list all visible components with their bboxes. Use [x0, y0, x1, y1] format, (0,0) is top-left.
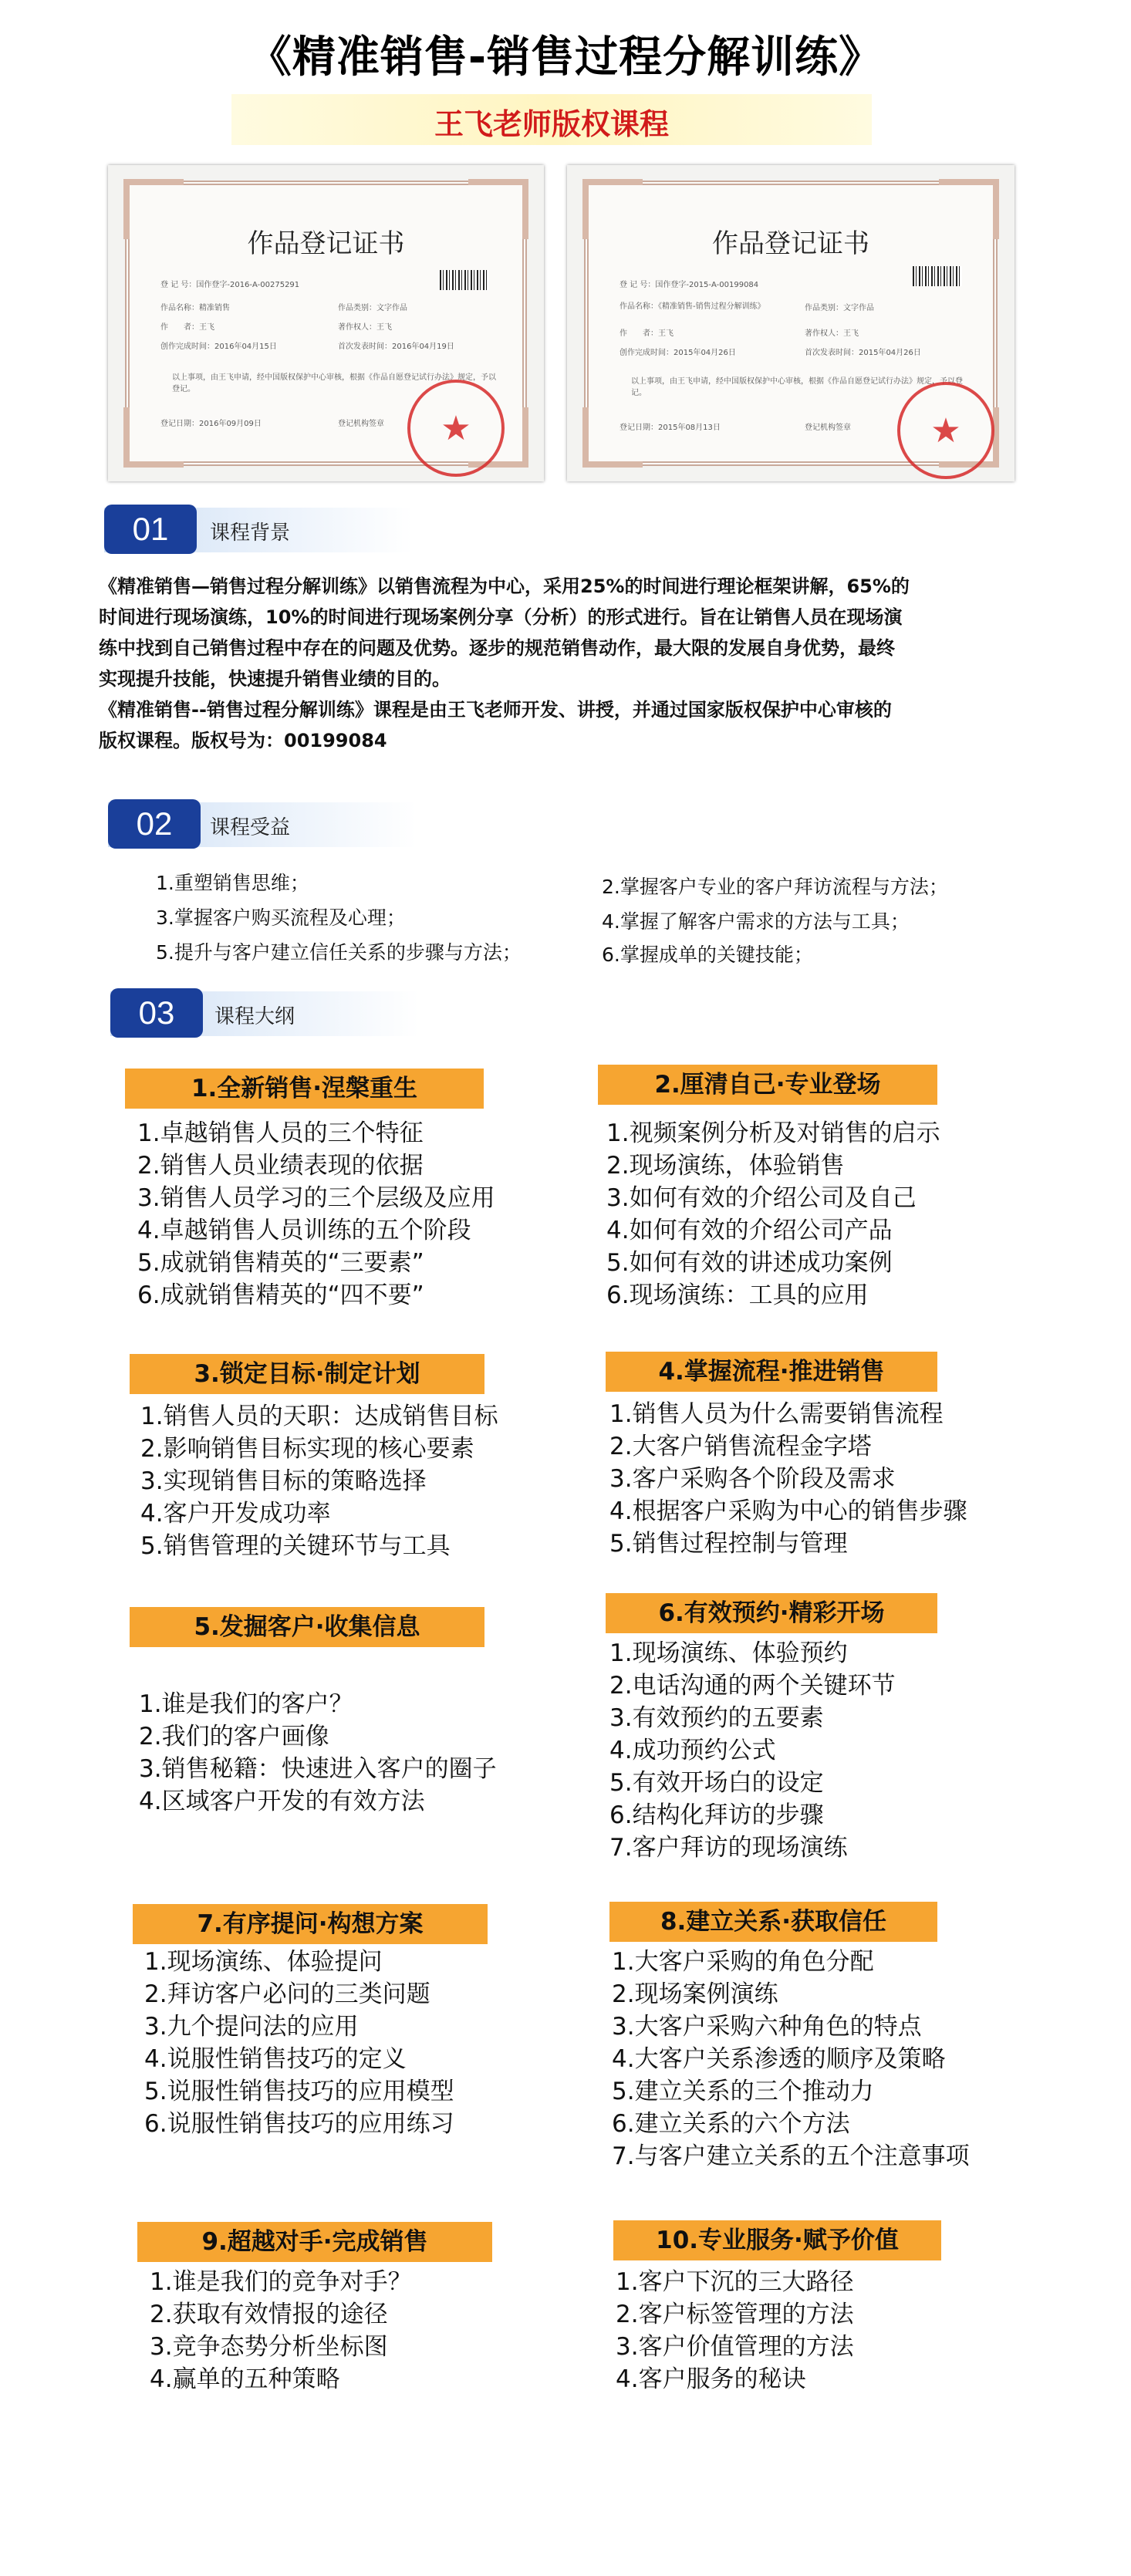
module-item: 4.大客户关系渗透的顺序及策略: [612, 2045, 946, 2073]
benefit-item: 2.掌握客户专业的客户拜访流程与方法；: [602, 876, 948, 898]
module-header: 5.发掘客户·收集信息: [130, 1607, 484, 1647]
module-item: 4.赢单的五种策略: [150, 2365, 340, 2393]
module-header: 8.建立关系·获取信任: [609, 1902, 937, 1942]
paragraph-line: 《精准销售—销售过程分解训练》以销售流程为中心，采用25%的时间进行理论框架讲解，65%的: [99, 576, 910, 597]
module-item: 4.如何有效的介绍公司产品: [606, 1217, 893, 1244]
module-item: 5.销售管理的关键环节与工具: [140, 1532, 451, 1560]
paragraph-line: 实现提升技能，快速提升销售业绩的目的。: [99, 668, 451, 690]
module-item: 4.客户服务的秘诀: [616, 2365, 806, 2393]
paragraph-line: 时间进行现场演练，10%的时间进行现场案例分享（分析）的形式进行。旨在让销售人员在现场演: [99, 606, 903, 628]
module-item: 1.客户下沉的三大路径: [616, 2268, 854, 2296]
module-item: 1.卓越销售人员的三个特征: [137, 1119, 424, 1147]
module-item: 1.现场演练、体验提问: [144, 1948, 383, 1976]
page-title: 《精准销售-销售过程分解训练》: [248, 32, 883, 83]
cert-statement: 以上事项，由王飞申请，经中国版权保护中心审核，根据《作品自愿登记试行办法》规定，予以登记。: [172, 373, 496, 393]
paragraph-line: 练中找到自己销售过程中存在的问题及优势。逐步的规范销售动作，最大限的发展自身优势，最终: [99, 637, 895, 659]
module-header: 3.锁定目标·制定计划: [130, 1354, 484, 1394]
module-item: 1.销售人员的天职：达成销售目标: [140, 1403, 498, 1430]
cert-author: 作 者：王飞: [160, 323, 214, 332]
module-item: 2.拜访客户必问的三类问题: [144, 1980, 430, 2008]
cert-publication-date: 首次发表时间：2016年04月19日: [338, 343, 454, 351]
module-item: 6.成就销售精英的“四不要”: [137, 1281, 424, 1309]
module-item: 5.说服性销售技巧的应用模型: [144, 2078, 454, 2105]
module-item: 3.客户价值管理的方法: [616, 2333, 854, 2361]
cert-register-date: 登记日期：2016年09月09日: [160, 420, 262, 428]
module-item: 2.电话沟通的两个关键环节: [609, 1672, 896, 1700]
module-header: 2.厘清自己·专业登场: [598, 1065, 937, 1105]
module-item: 4.根据客户采购为中心的销售步骤: [609, 1497, 967, 1525]
module-list: [616, 2266, 854, 2395]
module-item: 7.与客户建立关系的五个注意事项: [612, 2142, 970, 2170]
module-item: 4.客户开发成功率: [140, 1500, 331, 1528]
module-item: 1.视频案例分析及对销售的启示: [606, 1119, 940, 1147]
module-header: 10.专业服务·赋予价值: [613, 2220, 941, 2260]
module-item: 2.影响销售目标实现的核心要素: [140, 1435, 474, 1463]
module-item: 1.谁是我们的客户？: [139, 1690, 353, 1718]
module-item: 7.客户拜访的现场演练: [609, 1834, 848, 1862]
cert-author: 作 者：王飞: [620, 329, 674, 338]
section-title: 课程大纲: [214, 1005, 295, 1028]
paragraph-line: 版权课程。版权号为：00199084: [99, 730, 387, 751]
module-item: 4.成功预约公式: [609, 1737, 776, 1764]
benefit-item: 5.提升与客户建立信任关系的步骤与方法；: [156, 941, 522, 964]
cert-completion-date: 创作完成时间：2015年04月26日: [620, 349, 736, 357]
module-item: 6.现场演练：工具的应用: [606, 1281, 869, 1309]
cert-publication-date: 首次发表时间：2015年04月26日: [805, 349, 921, 357]
module-list: [612, 1946, 970, 2173]
module-item: 5.建立关系的三个推动力: [612, 2078, 874, 2105]
section-number: 03: [110, 988, 203, 1038]
module-item: 5.如何有效的讲述成功案例: [606, 1249, 893, 1277]
module-item: 2.现场案例演练: [612, 1980, 778, 2008]
module-item: 6.建立关系的六个方法: [612, 2110, 850, 2138]
module-item: 4.卓越销售人员训练的五个阶段: [137, 1217, 471, 1244]
benefit-item: 6.掌握成单的关键技能；: [602, 944, 813, 966]
module-item: 1.谁是我们的竞争对手？: [150, 2268, 412, 2296]
module-list: [150, 2266, 412, 2395]
module-list: [139, 1688, 497, 1818]
benefit-item: 3.掌握客户购买流程及心理；: [156, 906, 406, 929]
section-title: 课程受益: [210, 816, 291, 839]
cert-owner: 著作权人：王飞: [338, 323, 392, 332]
module-item: 3.实现销售目标的策略选择: [140, 1467, 427, 1495]
section-number: 02: [108, 799, 201, 849]
cert-registration-no: 登 记 号：国作登字-2015-A-00199084: [620, 281, 759, 289]
certificate-image-2: [567, 165, 1015, 481]
cert-registration-no: 登 记 号：国作登字-2016-A-00275291: [160, 281, 300, 289]
module-item: 2.现场演练，体验销售: [606, 1152, 845, 1180]
module-item: 5.销售过程控制与管理: [609, 1530, 848, 1558]
module-header: 4.掌握流程·推进销售: [606, 1352, 937, 1392]
barcode-icon: [440, 270, 489, 290]
module-item: 1.现场演练、体验预约: [609, 1639, 848, 1667]
section-title: 课程背景: [210, 522, 291, 545]
cert-agency: 登记机构签章: [338, 420, 384, 428]
official-seal-icon: ★: [897, 382, 994, 479]
module-header: 6.有效预约·精彩开场: [606, 1593, 937, 1633]
module-item: 3.如何有效的介绍公司及自己: [606, 1184, 917, 1212]
module-header: 9.超越对手·完成销售: [137, 2222, 492, 2262]
module-item: 2.客户标签管理的方法: [616, 2301, 854, 2328]
cert-work-type: 作品类别：文字作品: [805, 304, 874, 312]
module-list: [609, 1398, 967, 1560]
module-item: 5.有效开场白的设定: [609, 1769, 824, 1797]
benefit-item: 1.重塑销售思维；: [156, 872, 309, 894]
official-seal-icon: ★: [407, 380, 505, 477]
module-item: 3.销售秘籍：快速进入客户的圈子: [139, 1755, 497, 1783]
module-item: 3.有效预约的五要素: [609, 1704, 824, 1732]
benefit-item: 4.掌握了解客户需求的方法与工具；: [602, 910, 910, 933]
cert-register-date: 登记日期：2015年08月13日: [620, 424, 721, 432]
module-item: 3.九个提问法的应用: [144, 2013, 359, 2041]
module-item: 6.结构化拜访的步骤: [609, 1801, 824, 1829]
module-item: 2.大客户销售流程金字塔: [609, 1433, 872, 1460]
course-background-text: [99, 571, 1025, 756]
module-item: 5.成就销售精英的“三要素”: [137, 1249, 424, 1277]
cert-work-type: 作品类别：文字作品: [338, 304, 407, 312]
cert-agency: 登记机构签章: [805, 424, 851, 432]
module-item: 3.销售人员学习的三个层级及应用: [137, 1184, 495, 1212]
certificate-image-1: [108, 165, 544, 481]
cert-statement: 以上事项，由王飞申请，经中国版权保护中心审核，根据《作品自愿登记试行办法》规定，予以登记。: [631, 377, 963, 397]
module-item: 4.区域客户开发的有效方法: [139, 1788, 425, 1815]
module-item: 3.客户采购各个阶段及需求: [609, 1465, 896, 1493]
module-item: 1.大客户采购的角色分配: [612, 1948, 874, 1976]
module-item: 3.竞争态势分析坐标图: [150, 2333, 388, 2361]
certificate-title: 作品登记证书: [247, 228, 405, 259]
barcode-icon: [913, 266, 962, 286]
page-subtitle: 王飞老师版权课程: [434, 107, 669, 141]
module-list: [144, 1946, 454, 2140]
module-list: [606, 1117, 940, 1312]
cert-owner: 著作权人：王飞: [805, 329, 859, 338]
module-header: 7.有序提问·构想方案: [133, 1904, 488, 1944]
section-number: 01: [104, 505, 197, 554]
module-item: 4.说服性销售技巧的定义: [144, 2045, 407, 2073]
cert-completion-date: 创作完成时间：2016年04月15日: [160, 343, 277, 351]
certificate-title: 作品登记证书: [712, 228, 869, 259]
module-item: 2.我们的客户画像: [139, 1723, 329, 1751]
module-list: [609, 1637, 896, 1864]
module-item: 1.销售人员为什么需要销售流程: [609, 1400, 944, 1428]
module-list: [140, 1400, 498, 1562]
module-item: 2.销售人员业绩表现的依据: [137, 1152, 424, 1180]
module-list: [137, 1117, 495, 1312]
module-header: 1.全新销售·涅槃重生: [125, 1069, 484, 1109]
cert-work-name: 作品名称：《精准销售-销售过程分解训练》: [620, 302, 765, 311]
module-item: 6.说服性销售技巧的应用练习: [144, 2110, 454, 2138]
paragraph-line: 《精准销售--销售过程分解训练》课程是由王飞老师开发、讲授，并通过国家版权保护中心审核的: [99, 699, 892, 721]
cert-work-name: 作品名称：精准销售: [160, 304, 230, 312]
module-item: 3.大客户采购六种角色的特点: [612, 2013, 922, 2041]
module-item: 2.获取有效情报的途径: [150, 2301, 388, 2328]
